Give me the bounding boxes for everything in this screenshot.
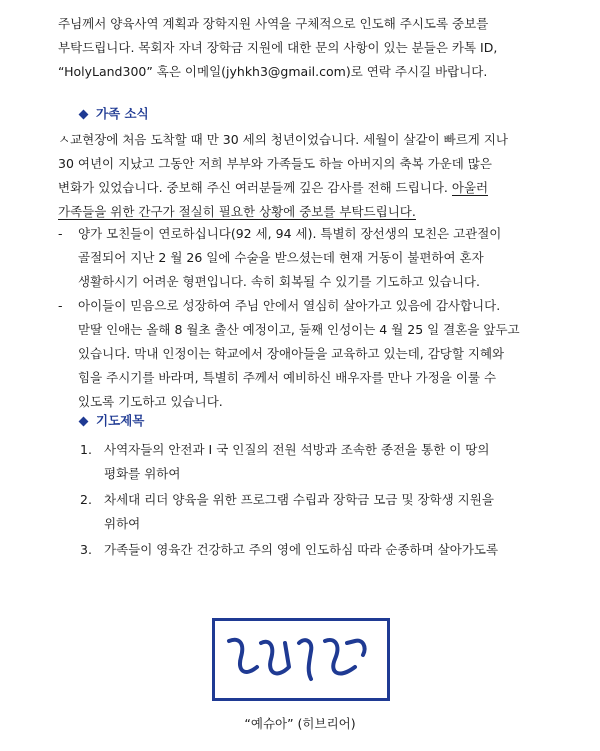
list-line: 위하여	[104, 516, 141, 531]
list-item	[80, 438, 540, 486]
bullet-line: 힘을 주시기를 바라며, 특별히 주께서 예비하신 배우자를 만나 가정을 이룰 수	[78, 370, 497, 385]
bullet-line: 있습니다. 막내 인정이는 학교에서 장애아들을 교육하고 있는데, 감당할 지혜와	[78, 346, 505, 361]
underlined-text: 아울러	[451, 180, 489, 195]
hebrew-script-icon	[215, 621, 387, 698]
dash-bullet: -	[58, 226, 63, 241]
bullet-line: 아이들이 믿음으로 성장하여 주님 안에서 열심히 살아가고 있음에 감사합니다.	[78, 298, 501, 313]
bullet-line: 맏딸 인애는 올해 8 월초 출산 예정이고, 둘째 인성이는 4 월 25 일 결혼을 앞두고	[78, 322, 520, 337]
family-line: 30 여년이 지났고 그동안 저희 부부와 가족들도 하늘 아버지의 축복 가운데 많은	[58, 156, 492, 171]
list-item	[58, 222, 538, 294]
family-paragraph	[58, 128, 538, 224]
list-number: 1.	[80, 442, 92, 457]
intro-paragraph	[58, 12, 538, 84]
list-line: 차세대 리더 양육을 위한 프로그램 수립과 장학금 모금 및 장학생 지원을	[104, 492, 494, 507]
family-line	[58, 200, 538, 224]
diamond-bullet-icon	[79, 416, 89, 426]
prayer-heading-text: 기도제목	[96, 413, 145, 428]
list-line: 평화를 위하여	[104, 466, 181, 481]
family-line	[58, 176, 538, 200]
bullet-line: 생활하시기 어려운 형편입니다. 속히 회복될 수 있기를 기도하고 있습니다.	[78, 274, 480, 289]
family-line-text: 변화가 있었습니다. 중보해 주신 여러분들께 깊은 감사를 전해 드립니다.	[58, 180, 448, 195]
list-item	[58, 294, 538, 414]
yeshua-logo	[212, 618, 390, 701]
list-number: 2.	[80, 492, 92, 507]
dash-bullet: -	[58, 298, 63, 313]
family-bullets	[58, 222, 538, 414]
bullet-line: 골절되어 지난 2 월 26 일에 수술을 받으셨는데 현재 거동이 불편하여 혼자	[78, 250, 484, 265]
list-line: 사역자들의 안전과 I 국 인질의 전원 석방과 조속한 종전을 통한 이 땅의	[104, 442, 490, 457]
list-item	[80, 538, 540, 562]
logo-caption: “예슈아” (히브리어)	[244, 716, 356, 731]
diamond-bullet-icon	[79, 109, 89, 119]
prayer-heading	[80, 411, 144, 431]
bullet-line: 있도록 기도하고 있습니다.	[78, 394, 223, 409]
list-line: 가족들이 영육간 건강하고 주의 영에 인도하심 따라 순종하며 살아가도록	[104, 542, 499, 557]
family-news-heading-text: 가족 소식	[96, 106, 149, 121]
list-item	[80, 488, 540, 536]
intro-line: 주님께서 양육사역 계획과 장학지원 사역을 구체적으로 인도해 주시도록 중보를	[58, 16, 489, 31]
list-number: 3.	[80, 542, 92, 557]
bullet-line: 양가 모친들이 연로하십니다(92 세, 94 세). 특별히 장선생의 모친은 고관절이	[78, 226, 502, 241]
family-line: ㅅ교현장에 처음 도착할 때 만 30 세의 청년이었습니다. 세월이 살같이 빠르게 지나	[58, 132, 508, 147]
prayer-list	[80, 438, 540, 564]
underlined-text: 가족들을 위한 간구가 절실히 필요한 상황에 중보를 부탁드립니다.	[58, 204, 416, 219]
intro-line: 부탁드립니다. 목회자 자녀 장학금 지원에 대한 문의 사항이 있는 분들은 카톡 ID,	[58, 40, 498, 55]
family-news-heading	[80, 104, 149, 124]
intro-line: “HolyLand300” 혹은 이메일(jyhkh3@gmail.com)로 연락 주시길 바랍니다.	[58, 64, 488, 79]
